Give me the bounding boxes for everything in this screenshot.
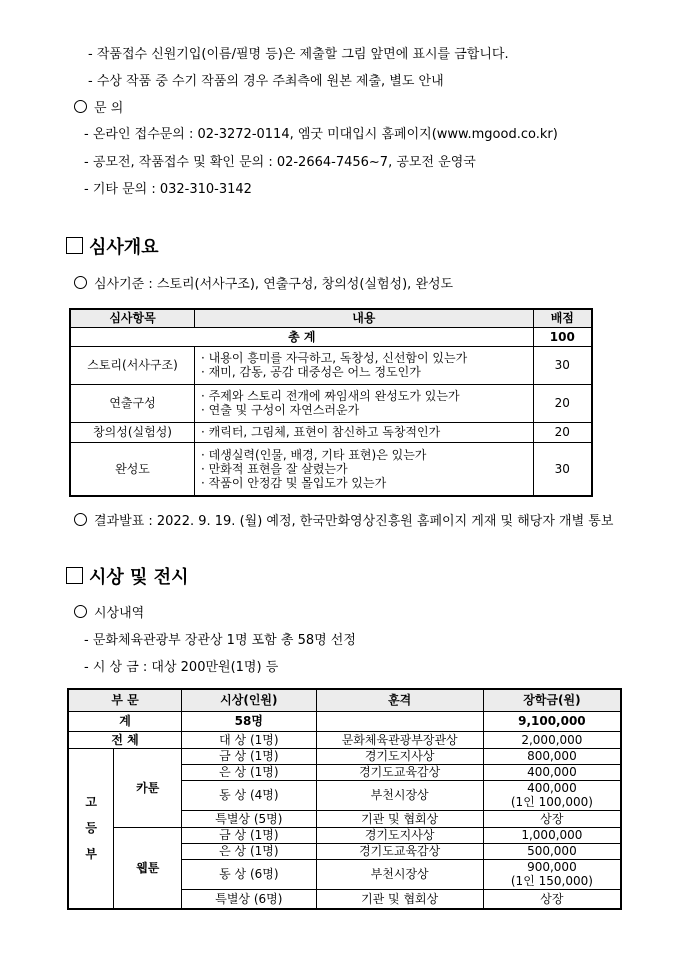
award-count: 금 상 (1명) <box>182 748 316 764</box>
review-item: 스토리(서사구조) <box>70 346 195 384</box>
notice-line-1: - 작품접수 신원기입(이름/필명 등)은 제출할 그림 앞면에 표시를 금합니다. <box>88 47 509 62</box>
award-amount: 400,000 <box>483 764 621 780</box>
review-content: · 주제와 스토리 전개에 짜임새의 완성도가 있는가 · 연출 및 구성이 자연스러운가 <box>195 384 534 422</box>
checkbox-square-icon <box>66 567 83 584</box>
award-subheading: 시상내역 <box>74 605 144 623</box>
review-content: · 데생실력(인물, 배경, 기타 표현)은 있는가 · 만화적 표현을 잘 살렸는가 · 작품이 안정감 및 몰입도가 있는가 <box>195 442 534 496</box>
overall-amount: 2,000,000 <box>483 731 621 748</box>
award-count: 금 상 (1명) <box>182 827 316 843</box>
group-webtoon: 웹툰 <box>114 827 182 909</box>
circle-bullet-icon <box>74 605 87 618</box>
header-content: 내용 <box>195 309 534 327</box>
circle-bullet-icon <box>74 100 87 113</box>
inquiry-heading: 문 의 <box>74 100 123 118</box>
award-count: 동 상 (4명) <box>182 780 316 810</box>
overall-label: 전 체 <box>68 731 182 748</box>
review-table <box>69 308 593 497</box>
award-rank: 경기도지사상 <box>316 748 483 764</box>
award-amount: 500,000 <box>483 843 621 859</box>
award-rank: 부천시장상 <box>316 780 483 810</box>
award-rank: 경기도교육감상 <box>316 843 483 859</box>
review-score: 20 <box>533 384 592 422</box>
award-count: 동 상 (6명) <box>182 859 316 889</box>
sum-count: 58명 <box>182 711 316 731</box>
group-cartoon: 카툰 <box>114 748 182 827</box>
header-score: 배점 <box>533 309 592 327</box>
award-amount: 1,000,000 <box>483 827 621 843</box>
overall-count: 대 상 (1명) <box>182 731 316 748</box>
circle-bullet-icon <box>74 276 87 289</box>
circle-bullet-icon <box>74 513 87 526</box>
review-score: 30 <box>533 346 592 384</box>
review-item: 완성도 <box>70 442 195 496</box>
review-item: 연출구성 <box>70 384 195 422</box>
notice-line-2: - 수상 작품 중 수기 작품의 경우 주최측에 원본 제출, 별도 안내 <box>88 74 444 89</box>
header-amount: 장학금(원) <box>483 689 621 711</box>
award-count: 은 상 (1명) <box>182 843 316 859</box>
award-rank: 기관 및 협회상 <box>316 889 483 909</box>
award-amount: 상장 <box>483 889 621 909</box>
award-line-2: - 시 상 금 : 대상 200만원(1명) 등 <box>84 660 279 675</box>
section-title-review: 심사개요 <box>66 236 159 260</box>
award-count: 은 상 (1명) <box>182 764 316 780</box>
award-line-1: - 문화체육관광부 장관상 1명 포함 총 58명 선정 <box>84 633 356 648</box>
award-rank: 경기도교육감상 <box>316 764 483 780</box>
total-label: 총 계 <box>70 327 533 346</box>
checkbox-square-icon <box>66 237 83 254</box>
review-criteria: 심사기준 : 스토리(서사구조), 연출구성, 창의성(실험성), 완성도 <box>74 276 453 294</box>
award-rank: 경기도지사상 <box>316 827 483 843</box>
division-label: 고 등 부 <box>68 748 114 909</box>
award-table <box>67 688 622 910</box>
award-count: 특별상 (6명) <box>182 889 316 909</box>
sum-rank <box>316 711 483 731</box>
header-rank: 훈격 <box>316 689 483 711</box>
result-announcement: 결과발표 : 2022. 9. 19. (월) 예정, 한국만화영상진흥원 홈페이지 게재 및 해당자 개별 통보 <box>74 513 613 531</box>
award-amount: 800,000 <box>483 748 621 764</box>
award-amount: 900,000 (1인 150,000) <box>483 859 621 889</box>
header-count: 시상(인원) <box>182 689 316 711</box>
inquiry-line-3: - 기타 문의 : 032-310-3142 <box>84 182 252 197</box>
award-rank: 기관 및 협회상 <box>316 810 483 827</box>
sum-amount: 9,100,000 <box>483 711 621 731</box>
total-score: 100 <box>533 327 592 346</box>
review-content: · 내용이 흥미를 자극하고, 독창성, 신선함이 있는가 · 재미, 감동, 공감 대중성은 어느 정도인가 <box>195 346 534 384</box>
header-item: 심사항목 <box>70 309 195 327</box>
inquiry-line-1: - 온라인 접수문의 : 02-3272-0114, 엠굿 미대입시 홈페이지(www.mgood.co.kr) <box>84 127 558 142</box>
review-item: 창의성(실험성) <box>70 422 195 442</box>
inquiry-line-2: - 공모전, 작품접수 및 확인 문의 : 02-2664-7456~7, 공모전 운영국 <box>84 155 476 170</box>
review-score: 20 <box>533 422 592 442</box>
review-score: 30 <box>533 442 592 496</box>
award-amount: 상장 <box>483 810 621 827</box>
overall-rank: 문화체육관광부장관상 <box>316 731 483 748</box>
sum-label: 계 <box>68 711 182 731</box>
review-content: · 캐릭터, 그림체, 표현이 참신하고 독창적인가 <box>195 422 534 442</box>
award-amount: 400,000 (1인 100,000) <box>483 780 621 810</box>
award-count: 특별상 (5명) <box>182 810 316 827</box>
award-rank: 부천시장상 <box>316 859 483 889</box>
section-title-award: 시상 및 전시 <box>66 566 188 590</box>
header-division: 부 문 <box>68 689 182 711</box>
